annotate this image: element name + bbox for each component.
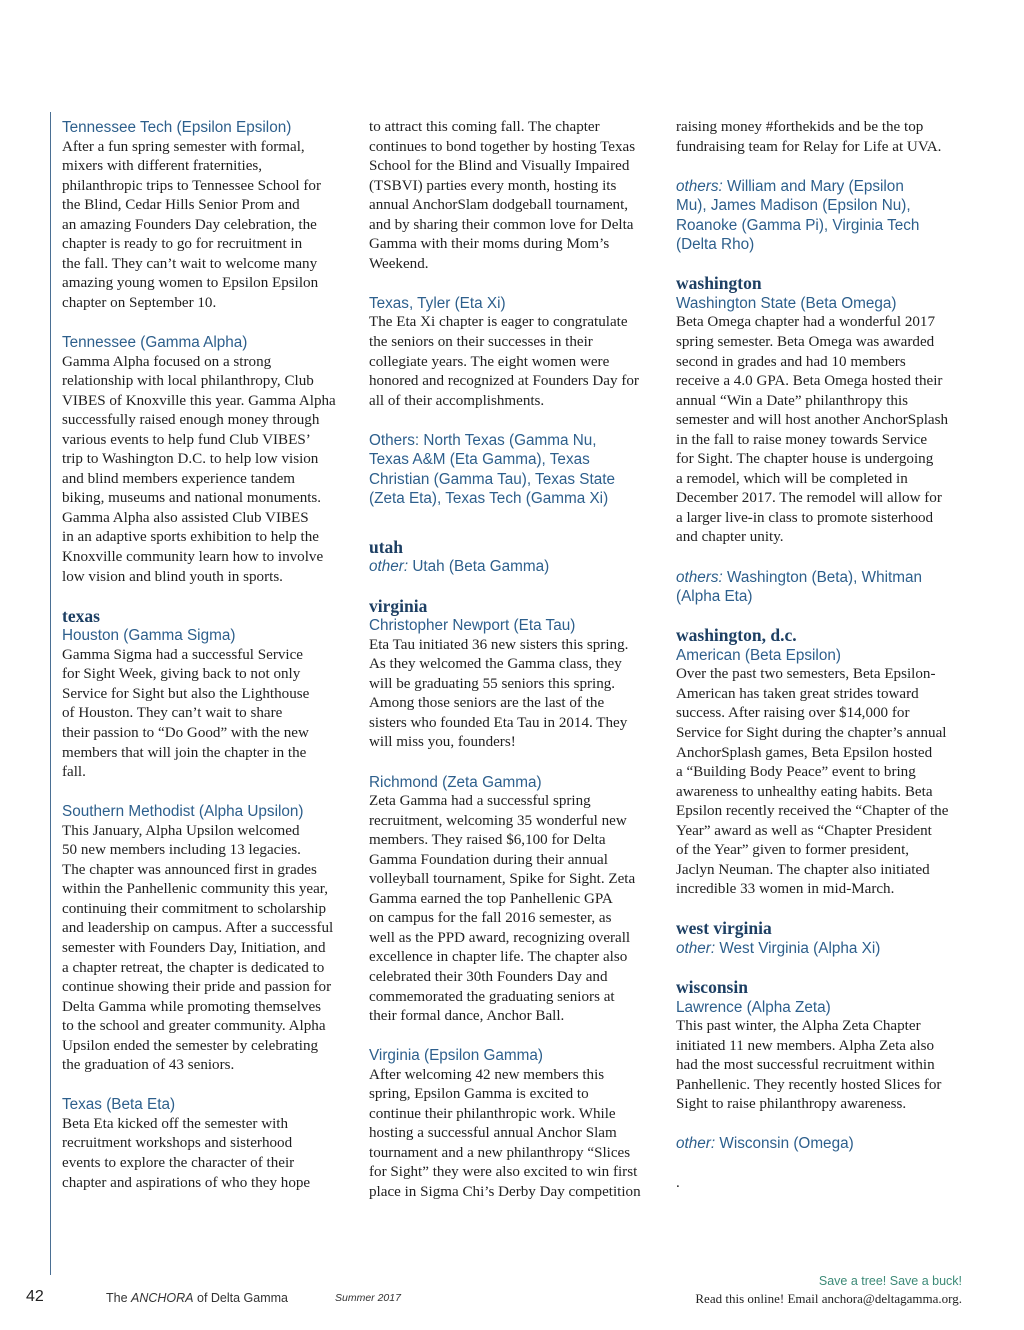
- chapter-text: This past winter, the Alpha Zeta Chapter initiated 11 new members. Alpha Zeta also had the most successful recruitment within Panhellenic. They recently hosted Slices for Sight to raise philanthropy awareness.: [676, 1018, 942, 1113]
- state-heading: wisconsin: [676, 977, 748, 998]
- chapter-heading: Richmond (Zeta Gamma): [369, 773, 542, 791]
- chapter-heading: American (Beta Epsilon): [676, 646, 841, 664]
- chapter-text: Zeta Gamma had a successful spring recruitment, welcoming 35 wonderful new members. They raised $6,100 for Delta Gamma Foundation during their annual volleyball tournament, Spike for Sight. Zeta Gamma earned the top Panhellenic GPA on campus for the fall 2016 semester, as well as the PPD award, recognizing overall excellence in chapter life. The chapter also celebrated their 30th Founders Day and commemorated the graduating seniors at their formal dance, Anchor Ball.: [369, 793, 636, 1025]
- state-heading: washington, d.c.: [676, 625, 797, 646]
- chapter-text: Eta Tau initiated 36 new sisters this spring. As they welcomed the Gamma class, they will be graduating 55 seniors this spring. Among those seniors are the last of the sisters who founded Eta Tau in 2014. They will miss you, founders!: [369, 636, 629, 751]
- other-chapters-list: other: Utah (Beta Gamma): [369, 558, 550, 576]
- chapter-text: The Eta Xi chapter is eager to congratulate the seniors on their successes in their collegiate years. The eight women were honored and recognized at Founders Day for all of their accomplishments.: [369, 314, 639, 409]
- column-1: [62, 118, 354, 1193]
- chapter-heading: Virginia (Epsilon Gamma): [369, 1047, 543, 1065]
- issue-date: Summer 2017: [335, 1292, 401, 1304]
- column-2: [369, 118, 661, 1203]
- other-chapters-list: others: William and Mary (Epsilon Mu), James Madison (Epsilon Nu), Roanoke (Gamma Pi), Virginia Tech (Delta Rho): [676, 177, 920, 254]
- chapter-text: After a fun spring semester with formal, mixers with different fraternities, philanthropic trips to Tennessee School for the Blind, Cedar Hills Senior Prom and an amazing Founders Day celebration, the chapter is ready to go for recruitment in the fall. They can’t wait to welcome many amazing young women to Epsilon Epsilon chapter on September 10.: [62, 138, 321, 311]
- chapter-text: Beta Eta kicked off the semester with recruitment workshops and sisterhood events to explore the character of their chapter and aspirations of who they hope: [62, 1115, 311, 1191]
- chapter-text: After welcoming 42 new members this spring, Epsilon Gamma is excited to continue their philanthropic work. While hosting a successful annual Anchor Slam tournament and a new philanthropy “Slices for Sight” they were also excited to win first place in Sigma Chi’s Derby Day competition: [369, 1066, 641, 1200]
- other-chapters-list: Others: North Texas (Gamma Nu, Texas A&M (Eta Gamma), Texas Christian (Gamma Tau), Texas State (Zeta Eta), Texas Tech (Gamma Xi): [369, 431, 615, 508]
- chapter-text: Gamma Alpha focused on a strong relationship with local philanthropy, Club VIBES of Knoxville this year. Gamma Alpha successfully raised enough money through various events to help fund Club VIBES’ trip to Washington D.C. to help low vision and blind members experience tandem biking, museums and national monuments. Gamma Alpha also assisted Club VIBES in an adaptive sports exhibition to help the Knoxville community learn how to involve low vision and blind youth in sports.: [62, 353, 336, 585]
- chapter-text: Gamma Sigma had a successful Service for Sight Week, giving back to not only Service for Sight but also the Lighthouse of Houston. They can’t wait to share their passion to “Do Good” with the new members that will join the chapter in the fall.: [62, 646, 310, 781]
- other-chapters-list: other: West Virginia (Alpha Xi): [676, 939, 881, 957]
- column-3: [676, 118, 968, 1193]
- page-number: 42: [26, 1288, 44, 1305]
- other-chapters-list: other: Wisconsin (Omega): [676, 1135, 854, 1153]
- state-heading: virginia: [369, 595, 428, 616]
- chapter-heading: Houston (Gamma Sigma): [62, 627, 236, 645]
- state-heading: washington: [676, 273, 762, 294]
- chapter-heading: Texas (Beta Eta): [62, 1096, 176, 1114]
- chapter-text: raising money #forthekids and be the top fundraising team for Relay for Life at UVA.: [676, 119, 942, 155]
- chapter-text: to attract this coming fall. The chapter continues to bond together by hosting Texas School for the Blind and Visually Impaired (TSBVI) parties every month, hosting its annual AnchorSlam dodgeball tournament, and by sharing their common love for Delta Gamma with their moms during Mom’s Weekend.: [369, 119, 636, 272]
- chapter-text: Over the past two semesters, Beta Epsilon- American has taken great strides toward success. After raising over $14,000 for Service for Sight during the chapter’s annual AnchorSplash games, Beta Epsilon hosted a “Building Body Peace” event to bring awareness to unhealthy eating habits. Beta Epsilon recently received the “Chapter of the Year” award as well as “Chapter President of the Year” given to former president, Jaclyn Neuman. The chapter also initiated incredible 33 women in mid-March.: [676, 666, 949, 898]
- save-tree-note: Save a tree! Save a buck!: [818, 1274, 962, 1288]
- other-chapters-list: others: Washington (Beta), Whitman (Alpha Eta): [676, 568, 922, 606]
- chapter-heading: Tennessee Tech (Epsilon Epsilon): [62, 119, 292, 136]
- chapter-text: Beta Omega chapter had a wonderful 2017 spring semester. Beta Omega was awarded second in grades and had 10 members receive a 4.0 GPA. Beta Omega hosted their annual “Win a Date” philanthropy this semester and will host another AnchorSplash in the fall to raise money towards Service for Sight. The chapter house is undergoing a remodel, which will be completed in December 2017. The remodel will allow for a larger live-in class to promote sisterhood and chapter unity.: [676, 314, 949, 546]
- chapter-heading: Washington State (Beta Omega): [676, 294, 897, 312]
- publication-title: The ANCHORA of Delta Gamma: [106, 1291, 289, 1305]
- chapter-heading: Lawrence (Alpha Zeta): [676, 998, 831, 1016]
- state-heading: texas: [62, 605, 100, 626]
- chapter-text: This January, Alpha Upsilon welcomed 50 new members including 13 legacies. The chapter was announced first in grades within the Panhellenic community this year, continuing their commitment to scholarship and leadership on campus. After a successful semester with Founders Day, Initiation, and a chapter retreat, the chapter is dedicated to continue showing their pride and passion for Delta Gamma while promoting themselves to the school and greater community. Alpha Upsilon ended the semester by celebrating the graduation of 43 seniors.: [62, 822, 334, 1074]
- read-online-note: Read this online! Email anchora@deltagamma.org.: [695, 1291, 962, 1306]
- chapter-heading: Southern Methodist (Alpha Upsilon): [62, 803, 304, 821]
- chapter-heading: Christopher Newport (Eta Tau): [369, 617, 576, 635]
- state-heading: utah: [369, 536, 404, 557]
- chapter-heading: Texas, Tyler (Eta Xi): [369, 294, 506, 312]
- stray-period: .: [676, 1174, 680, 1191]
- state-heading: west virginia: [676, 918, 772, 939]
- chapter-heading: Tennessee (Gamma Alpha): [62, 334, 248, 352]
